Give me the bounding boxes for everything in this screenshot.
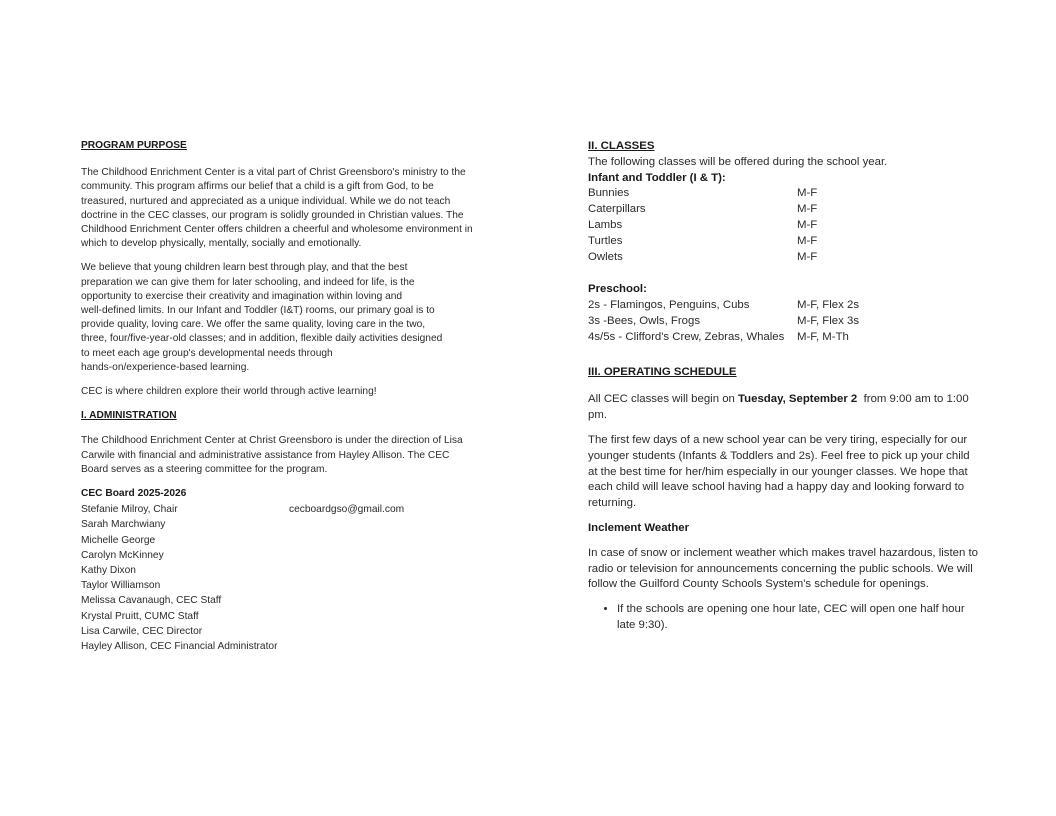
board-member: Stefanie Milroy, Chair (81, 504, 178, 516)
inclement-weather-heading: Inclement Weather (588, 521, 690, 534)
schedule-text: from 9:00 am to 1:00 pm. (588, 393, 972, 422)
class-row (588, 186, 980, 202)
administration-paragraph: The Childhood Enrichment Center at Christ Greensboro is under the direction of Lisa Carwile with financial and administrative assistance from Hayley Allison. The CEC Board serves as a steering committee for the program. (81, 435, 463, 475)
class-name: 4s/5s - Clifford's Crew, Zebras, Whales (588, 330, 785, 343)
class-row (588, 314, 980, 330)
class-days: M-F (797, 187, 818, 200)
board-member: Taylor Williamson (81, 580, 161, 592)
start-date: Tuesday, September 2 (738, 393, 858, 406)
board-member: Melissa Cavanaugh, CEC Staff (81, 595, 222, 607)
board-member: Sarah Marchwiany (81, 519, 166, 531)
classes-intro: The following classes will be offered during the school year. (588, 155, 888, 168)
paragraph-line: opportunity to exercise their creativity and imagination within loving and (81, 290, 403, 302)
class-row (588, 250, 980, 266)
preschool-label: Preschool: (588, 283, 647, 296)
program-purpose-paragraph-1: The Childhood Enrichment Center is a vital part of Christ Greensboro's ministry to the community. This program affirms our belief that a child is a gift from God, to be treasured, nurtured and appreciated as a unique individual. While we do not teach doctrine in the CEC classes, our program is solidly grounded in Christian values. The Childhood Enrichment Center offers children a cheerful and wholesome environment in which to develop physically, mentally, socially and emotionally. (81, 167, 473, 250)
class-name: Turtles (588, 234, 623, 247)
class-days: M-F (797, 250, 818, 263)
class-row (588, 330, 980, 346)
class-name: Owlets (588, 250, 623, 263)
paragraph-line: three, four/five-year-old classes; and in addition, flexible daily activities designed (81, 333, 443, 345)
operating-schedule-heading: III. OPERATING SCHEDULE (588, 365, 737, 378)
board-member: Kathy Dixon (81, 565, 136, 577)
class-name: Lambs (588, 218, 623, 231)
board-member: Krystal Pruitt, CUMC Staff (81, 610, 199, 622)
board-member: Carolyn McKinney (81, 549, 164, 561)
class-days: M-F, Flex 2s (797, 299, 860, 312)
class-row (588, 298, 980, 314)
class-days: M-F, Flex 3s (797, 314, 860, 327)
right-column (588, 139, 980, 634)
infant-toddler-label: Infant and Toddler (I & T): (588, 171, 726, 184)
paragraph-line: provide quality, loving care. We offer the same quality, loving care in the two, (81, 319, 426, 331)
board-member-list (81, 502, 473, 654)
board-member-row (81, 502, 473, 517)
board-member: Lisa Carwile, CEC Director (81, 625, 203, 637)
class-name: Caterpillars (588, 203, 646, 216)
class-name: Bunnies (588, 187, 630, 200)
paragraph-line: well-defined limits. In our Infant and Toddler (I&T) rooms, our primary goal is to (81, 305, 435, 317)
administration-heading: I. ADMINISTRATION (81, 410, 177, 422)
program-purpose-tagline: CEC is where children explore their world through active learning! (81, 386, 377, 398)
class-row (588, 202, 980, 218)
inclement-weather-paragraph: In case of snow or inclement weather which makes travel hazardous, listen to radio or television for announcements concerning the public schools. We will follow the Guilford County Schools System's schedule for openings. (588, 546, 979, 591)
board-title: CEC Board 2025-2026 (81, 488, 187, 500)
paragraph-line: We believe that young children learn best through play, and that the best (81, 262, 408, 274)
class-days: M-F (797, 218, 818, 231)
program-purpose-heading: PROGRAM PURPOSE (81, 140, 187, 151)
schedule-paragraph-1 (588, 392, 980, 424)
class-days: M-F, M-Th (797, 330, 849, 343)
board-email: cecboardgso@gmail.com (289, 504, 405, 516)
class-name: 2s - Flamingos, Penguins, Cubs (588, 299, 750, 312)
weather-bullet-list (588, 602, 980, 634)
class-row (588, 234, 980, 250)
paragraph-line: hands-on/experience-based learning. (81, 361, 250, 373)
class-days: M-F (797, 234, 818, 247)
board-member: Hayley Allison, CEC Financial Administrator (81, 641, 278, 653)
class-name: 3s -Bees, Owls, Frogs (588, 314, 701, 327)
class-days: M-F (797, 203, 818, 216)
program-purpose-paragraph-2 (81, 261, 473, 375)
schedule-paragraph-2: The first few days of a new school year can be very tiring, especially for our younger students (Infants & Toddlers and 2s). Feel free to pick up your child at the best time for her/him especially in our younger classes. We hope that each child will leave school having had a happy day and looking forward to returning. (588, 433, 970, 510)
board-member: Michelle George (81, 534, 156, 546)
paragraph-line: to meet each age group's developmental needs through (81, 347, 333, 359)
weather-bullet: • If the schools are opening one hour late, CEC will open one half hour late 9:30). (617, 602, 980, 634)
classes-heading: II. CLASSES (588, 140, 655, 152)
left-column (81, 139, 473, 654)
paragraph-line: preparation we can give them for later schooling, and indeed for life, is the (81, 276, 415, 288)
class-row (588, 218, 980, 234)
schedule-text: All CEC classes will begin on (588, 393, 739, 406)
